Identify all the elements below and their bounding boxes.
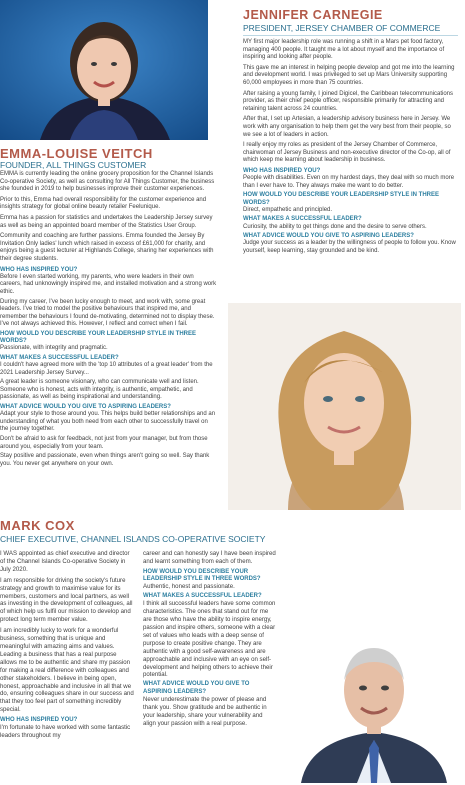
emma-question: HOW WOULD YOU DESCRIBE YOUR LEADERSHIP STYLE IN THREE WORDS? — [0, 330, 197, 345]
emma-question: WHO HAS INSPIRED YOU? — [0, 266, 78, 273]
mark-paragraph: I WAS appointed as chief executive and director of the Channel Islands Co-operative Society in July 2020. — [0, 550, 130, 573]
jennifer-paragraph: MY first major leadership role was running a shift in a Mars pet food factory, managing 400 people. It taught me a lot about myself and the importance of inspiring and looking after people. — [243, 39, 445, 61]
mark-column-1 — [0, 550, 134, 742]
mark-paragraph: I am responsible for driving the society's future strategy and growth to maximise value for its members, customers and local partners, as well as investing in the development of colleagues, all of which help us fulfil our mission to develop and protect long term member value. — [0, 576, 133, 624]
jennifer-answer: People with disabilities. Even on my hardest days, they deal with so much more than I ever have to. They always make me want to do better. — [243, 175, 455, 189]
emma-paragraph: Emma has a passion for statistics and undertakes the Leadership Jersey survey as well as being an appointed board member of the Statistics User Group. — [0, 214, 213, 229]
jennifer-body — [243, 39, 460, 257]
emma-answer: Don't be afraid to ask for feedback, not just from your manager, but from those around you, especially from your team. — [0, 436, 208, 450]
mark-name: MARK COX — [0, 518, 75, 533]
emma-paragraph: Community and coaching are further passions. Emma founded the Jersey By Invitation Only ladies' lunch which raised in excess of £61,000 for charity, and enjoys being a guest lecturer at Highlands College, sharing her experiences with their degree students. — [0, 233, 214, 262]
emma-portrait — [0, 0, 208, 140]
mark-role: CHIEF EXECUTIVE, CHANNEL ISLANDS CO-OPERATIVE SOCIETY — [0, 534, 266, 544]
mark-question: WHAT MAKES A SUCCESSFUL LEADER? — [143, 593, 262, 600]
jennifer-paragraph: After that, I set up Artesian, a leadership advisory business here in Jersey. We work with any organisation to help them get the very best from their people, so we see a lot of leaders in action. — [243, 116, 451, 138]
jennifer-portrait-illustration — [228, 303, 461, 510]
mark-answer: I'm fortunate to have worked with some fantastic leaders throughout my — [0, 724, 131, 740]
mark-question: WHAT ADVICE WOULD YOU GIVE TO ASPIRING LEADERS? — [143, 681, 250, 695]
jennifer-answer: Direct, empathetic and principled. — [243, 206, 333, 213]
jennifer-portrait — [228, 303, 461, 510]
mark-question: HOW WOULD YOU DESCRIBE YOUR LEADERSHIP STYLE IN THREE WORDS? — [143, 568, 261, 583]
mark-answer: Never underestimate the power of please and thank you. Show gratitude and be authentic in your leadership, share your vulnerability and align your passion with a real purpose. — [143, 695, 267, 727]
mark-answer: Authentic, honest and passionate. — [143, 583, 235, 591]
emma-answer: Adapt your style to those around you. This helps build better relationships and an understanding of what you both need from each other to successfully travel on the journey together. — [0, 411, 216, 433]
jennifer-paragraph: This gave me an interest in helping people develop and got me into the learning and development world. I was privileged to set up Mars University supporting 60,000 employees in more than 75 countries. — [243, 64, 455, 86]
emma-portrait-illustration — [0, 0, 208, 140]
emma-paragraph: EMMA is currently leading the online grocery proposition for the Channel Islands Co-operative Society, as well as consulting for All Things Customer, the business she founded in 2019 to help businesses improve their customer experiences. — [0, 171, 215, 193]
emma-paragraph: Prior to this, Emma had overall responsibility for the customer experience and insights strategy for global online beauty retailer Feelunique. — [0, 196, 207, 211]
mark-paragraph: I am incredibly lucky to work for a wonderful business, something that is unique and meaningful with amazing aims and values. Leading a business that has a real purpose allows me to be authentic and share my passion for making a real difference with colleagues and other stakeholders. I believe in being open, honest, approachable and inclusive in all that we do, ensuring colleagues share in our success and that they too feel part of something incredibly special. — [0, 627, 134, 714]
emma-answer: I couldn't have agreed more with the 'top 10 attributes of a great leader' from the 2021 Leadership Jersey Survey... — [0, 362, 213, 376]
emma-answer: Passionate, with integrity and pragmatic. — [0, 345, 108, 352]
jennifer-answer: Judge your success as a leader by the willingness of people to follow you. Know yourself, keep learning, stay grounded and be kind. — [243, 240, 456, 254]
jennifer-role: PRESIDENT, JERSEY CHAMBER OF COMMERCE — [243, 23, 441, 33]
emma-question: WHAT MAKES A SUCCESSFUL LEADER? — [0, 354, 119, 361]
jennifer-name: JENNIFER CARNEGIE — [243, 8, 383, 22]
jennifer-header-rule — [243, 35, 458, 36]
emma-answer: During my career, I've been lucky enough to meet, and work with, some great leaders. I've tried to model the positive behaviours that inspired me, and remember the behaviours I found de-motivating, determined not to display these. I've not always achieved this. However, I reflect and correct when I fail. — [0, 298, 215, 328]
emma-answer: Stay positive and passionate, even when things aren't going so well. Say thank you. You never get anywhere on your own. — [0, 453, 210, 467]
jennifer-answer: Curiosity, the ability to get things done and the desire to serve others. — [243, 223, 427, 230]
emma-role: FOUNDER, ALL THINGS CUSTOMER — [0, 160, 147, 170]
emma-answer: Before I even started working, my parents, who were leaders in their own careers, had unknowingly inspired me, and installed motivation and a strong work ethic. — [0, 273, 217, 295]
jennifer-question: WHAT ADVICE WOULD YOU GIVE TO ASPIRING LEADERS? — [243, 233, 414, 240]
jennifer-question: HOW WOULD YOU DESCRIBE YOUR LEADERSHIP STYLE IN THREE WORDS? — [243, 192, 440, 206]
jennifer-paragraph: After raising a young family, I joined Digicel, the Caribbean telecommunications provider, as their chief people officer, responsible primarily for attracting and retaining talent across 24 countries. — [243, 90, 453, 112]
mark-answer: I think all successful leaders have some common characteristics. The ones that stand out for me are those who have the ability to inspire energy, passion and inspire others, someone with a clear set of values who leads with a deep sense of purpose to create positive change. They are authentic with a good self-awareness and are approachable and inclusive with an eye on self-development and helping others to achieve their potential. — [143, 600, 276, 679]
jennifer-paragraph: I really enjoy my roles as president of the Jersey Chamber of Commerce, chairwoman of Jersey Business and non-executive director of the Co-op, all of which keep me learning about leadership in business. — [243, 142, 451, 164]
mark-portrait-illustration — [287, 628, 461, 783]
emma-name: EMMA-LOUISE VEITCH — [0, 146, 153, 161]
mark-portrait — [287, 628, 461, 783]
jennifer-question: WHAT MAKES A SUCCESSFUL LEADER? — [243, 216, 362, 223]
emma-question: WHAT ADVICE WOULD YOU GIVE TO ASPIRING LEADERS? — [0, 404, 171, 411]
emma-answer: A great leader is someone visionary, who can communicate well and listen. Someone who is honest, acts with integrity, is authentic, empathetic, and passionate, as well as being inspirational and understanding. — [0, 379, 199, 401]
mark-paragraph: career and can honestly say I have been inspired and learnt something from each of them. — [143, 550, 276, 565]
jennifer-question: WHO HAS INSPIRED YOU? — [243, 167, 321, 174]
emma-body — [0, 171, 217, 470]
mark-column-2 — [143, 550, 276, 729]
mark-question: WHO HAS INSPIRED YOU? — [0, 717, 78, 724]
